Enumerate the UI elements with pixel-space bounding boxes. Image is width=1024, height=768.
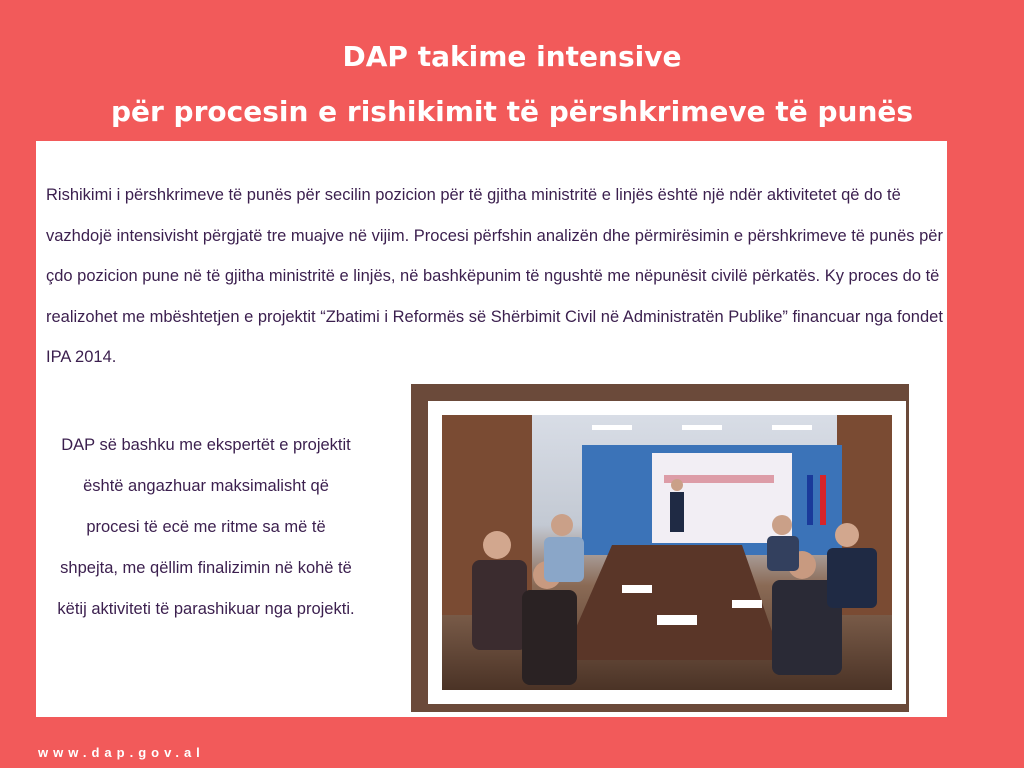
paper xyxy=(622,585,652,593)
attendee-body xyxy=(522,590,577,685)
attendee-body xyxy=(472,560,527,650)
website-url: www.dap.gov.al xyxy=(38,745,205,760)
meeting-photo xyxy=(411,384,909,712)
intro-paragraph: Rishikimi i përshkrimeve të punës për secilin pozicion për të gjitha ministritë e linjës është një ndër aktivitetet që do të vazhdojë intensivisht përgjatë tre muajve në vijim. Procesi përfshin analizën dhe përmirësimin e përshkrimeve të punës për çdo pozicion pune në të gjitha ministritë e linjës, në bashkëpunim të ngushtë me nëpunësit civilë përkatës. Ky proces do të realizohet me mbështetjen e projektit “Zbatimi i Reformës së Shërbimit Civil në Administratën Publike” financuar nga fondet IPA 2014. xyxy=(46,186,943,366)
page-title-line-1: DAP takime intensive xyxy=(342,40,682,73)
ceiling-light xyxy=(592,425,632,430)
attendee-head xyxy=(483,531,511,559)
paper xyxy=(732,600,762,608)
paper xyxy=(657,615,697,625)
page-title-line-2: për procesin e rishikimit të përshkrimeve të punës xyxy=(110,95,914,128)
content-card xyxy=(36,141,947,717)
albania-flag xyxy=(820,475,826,525)
attendee-body xyxy=(544,537,584,582)
ceiling-light xyxy=(682,425,722,430)
attendee-head xyxy=(835,523,859,547)
attendee-body xyxy=(827,548,877,608)
presenter-head xyxy=(671,479,683,491)
attendee-body xyxy=(767,536,799,571)
presenter-body xyxy=(670,492,684,532)
meeting-illustration xyxy=(442,415,892,690)
photo-frame xyxy=(428,401,906,704)
eu-flag xyxy=(807,475,813,525)
ceiling-light xyxy=(772,425,812,430)
attendee-head xyxy=(772,515,792,535)
attendee-head xyxy=(551,514,573,536)
side-paragraph: DAP së bashku me ekspertët e projektit është angazhuar maksimalisht që procesi të ecë me ritme sa më të shpejta, me qëllim finalizimin në kohë të këtij aktiviteti të parashikuar nga projekti. xyxy=(57,436,355,618)
